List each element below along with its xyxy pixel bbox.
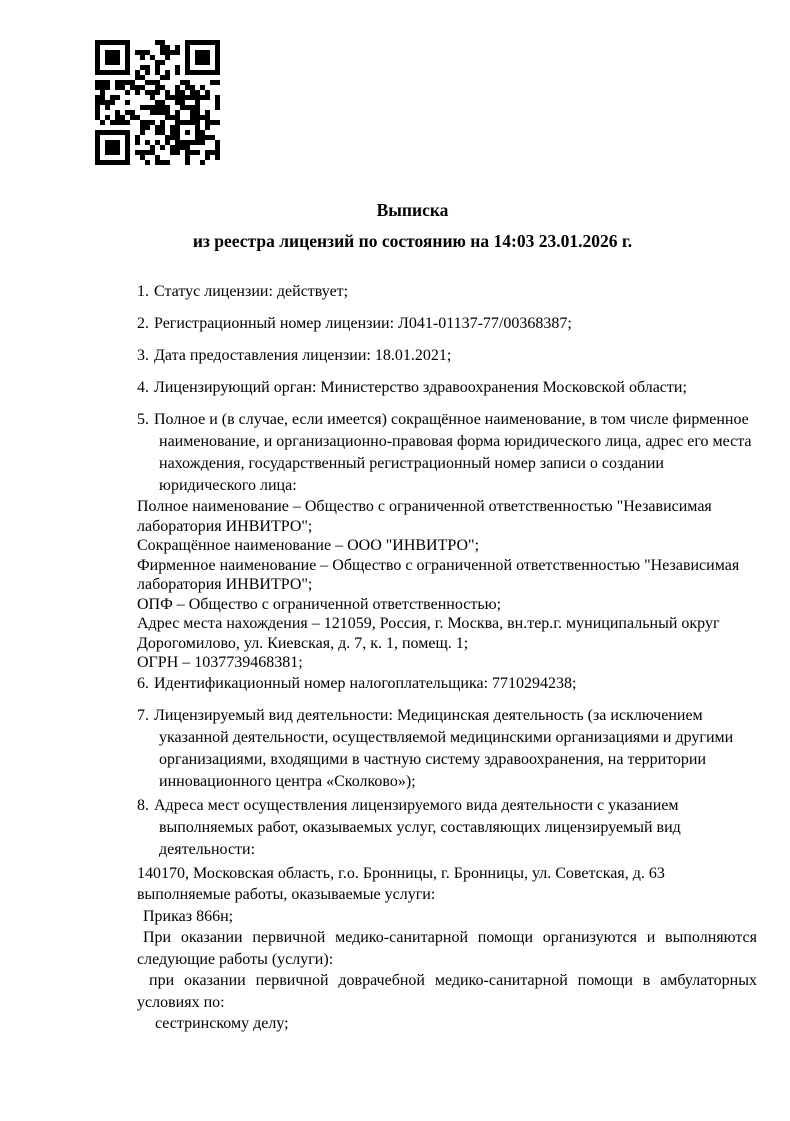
- item-text: Статус лицензии: действует;: [154, 283, 349, 300]
- org-address: Адрес места нахождения – 121059, Россия, г. Москва, вн.тер.г. муниципальный округ Дорогомилово, ул. Киевская, д. 7, к. 1, помещ. 1;: [137, 615, 720, 652]
- org-brand-name: Фирменное наименование – Общество с ограниченной ответственностью "Независимая лаборатория ИНВИТРО";: [137, 556, 740, 593]
- qr-code-icon: [95, 40, 220, 165]
- item-organization-names: [137, 409, 757, 497]
- item-licensed-activity: [137, 705, 757, 793]
- document-title: Выписка: [376, 200, 449, 220]
- activity-address-block: [137, 863, 757, 1035]
- item-status: [137, 281, 757, 303]
- item-text: Полное и (в случае, если имеется) сокращённое наименование, в том числе фирменное наименование, и организационно-правовая форма юридического лица, адрес его места нахождения, государственный регистрационный номер записи о создании юридического лица:: [154, 411, 752, 494]
- activity-address-line: 140170, Московская область, г.о. Бронницы, г. Бронницы, ул. Советская, д. 63: [137, 864, 665, 882]
- org-ogrn: ОГРН – 1037739468381;: [137, 654, 303, 671]
- primary-care-paragraph: При оказании первичной медико-санитарной помощи организуются и выполняются следующие работы (услуги):: [137, 929, 757, 968]
- item-number: 4.: [137, 379, 149, 396]
- item-text: Дата предоставления лицензии: 18.01.2021;: [154, 347, 452, 364]
- order-line: Приказ 866н;: [143, 907, 234, 925]
- item-licensing-authority: [137, 377, 757, 399]
- item-number: 8.: [137, 796, 149, 814]
- org-full-name: Полное наименование – Общество с ограниченной ответственностью "Независимая лаборатория ИНВИТРО";: [137, 498, 712, 535]
- service-nursing-line: сестринскому делу;: [155, 1015, 289, 1032]
- item-grant-date: [137, 345, 757, 367]
- org-short-name: Сокращённое наименование – ООО "ИНВИТРО";: [137, 537, 480, 554]
- item-number: 2.: [137, 315, 149, 332]
- item-text: Лицензируемый вид деятельности: Медицинская деятельность (за исключением указанной деятельности, осуществляемой медицинскими организациями и другими организациями, входящими в частную систему здравоохранения, на территории инновационного центра «Сколково»);: [154, 706, 734, 790]
- item-number: 1.: [137, 283, 149, 300]
- document-header: [45, 200, 780, 252]
- item-registration-number: [137, 313, 757, 335]
- item-text: Идентификационный номер налогоплательщика: 7710294238;: [154, 674, 577, 692]
- item-number: 6.: [137, 674, 149, 692]
- pre-medical-care-paragraph: при оказании первичной доврачебной медико-санитарной помощи в амбулаторных условиях по:: [137, 972, 757, 1011]
- item-number: 3.: [137, 347, 149, 364]
- item-text: Адреса мест осуществления лицензируемого вида деятельности с указанием выполняемых работ, оказываемых услуг, составляющих лицензируемый вид деятельности:: [154, 796, 681, 858]
- item-number: 7.: [137, 706, 149, 724]
- item-number: 5.: [137, 411, 149, 428]
- organization-details: [137, 497, 757, 673]
- org-legal-form: ОПФ – Общество с ограниченной ответственностью;: [137, 595, 502, 613]
- item-activity-addresses: [137, 795, 757, 861]
- item-inn: [137, 673, 757, 695]
- document-body: [137, 281, 757, 1035]
- works-intro-line: выполняемые работы, оказываемые услуги:: [137, 886, 436, 903]
- document-subtitle: из реестра лицензий по состоянию на 14:03 23.01.2026 г.: [192, 231, 633, 251]
- item-text: Регистрационный номер лицензии: Л041-01137-77/00368387;: [154, 315, 572, 332]
- item-text: Лицензирующий орган: Министерство здравоохранения Московской области;: [154, 379, 687, 396]
